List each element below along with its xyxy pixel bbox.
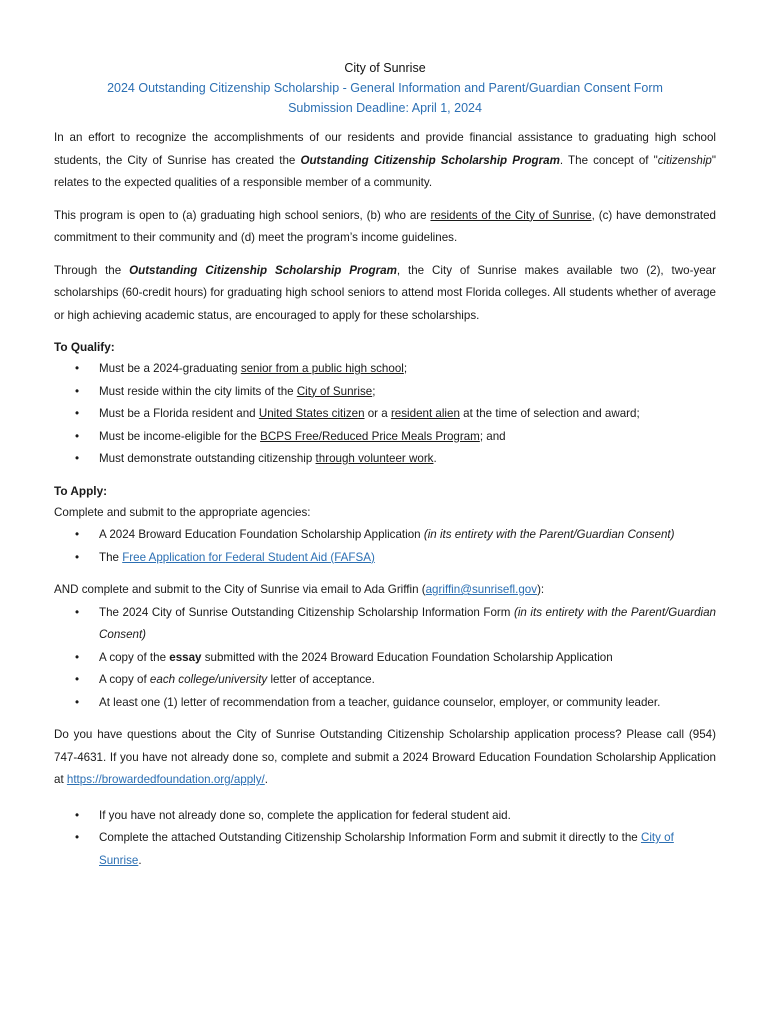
underlined-term: United States citizen <box>258 407 365 420</box>
city-submission-list <box>54 602 716 715</box>
intro-p1-text-c: " relates to the expected qualities of a responsible member of a community. <box>54 153 716 189</box>
bullet-icon: • <box>75 695 80 709</box>
item-text: A copy of <box>99 673 150 686</box>
email-instructions <box>54 579 716 602</box>
list-item <box>54 692 716 715</box>
bullet-icon: • <box>75 528 80 541</box>
item-text: . <box>138 853 142 867</box>
city-title: City of Sunrise <box>344 61 426 75</box>
bullet-icon: • <box>75 673 80 686</box>
bullet-icon: • <box>75 429 80 443</box>
list-item <box>54 381 716 404</box>
bullet-icon: • <box>75 605 80 619</box>
item-text: letter of acceptance. <box>267 673 375 686</box>
item-text: A 2024 Broward Education Foundation Scholarship Application <box>99 528 424 541</box>
item-text: Must reside within the city limits of the <box>99 384 297 398</box>
item-text: ; <box>403 362 408 375</box>
qualify-heading: To Qualify: <box>54 340 115 354</box>
bullet-icon: • <box>75 650 80 664</box>
item-text: At least one (1) letter of recommendation from a teacher, guidance counselor, employer, or community leader. <box>99 695 661 709</box>
intro-p2-text-b: , (c) have demonstrated commitment to their community and (d) meet the program’s income guidelines. <box>54 208 717 244</box>
item-text: A copy of the <box>99 650 170 664</box>
essay-term: essay <box>169 650 202 664</box>
list-item <box>54 448 716 471</box>
fafsa-link[interactable]: Free Application for Federal Student Aid (FAFSA) <box>122 550 375 564</box>
submission-deadline: Submission Deadline: April 1, 2024 <box>288 101 482 115</box>
item-note: each college/university <box>149 673 268 686</box>
bullet-icon: • <box>75 808 80 822</box>
apply-agencies-list <box>54 524 716 569</box>
bullet-icon: • <box>75 384 80 398</box>
item-text: ; and <box>479 429 506 443</box>
list-item <box>54 547 716 570</box>
form-title: 2024 Outstanding Citizenship Scholarship - General Information and Parent/Guardian Consent Form <box>107 81 663 95</box>
intro-p3-text-b: , the City of Sunrise makes available two (2), two-year scholarships (60-credit hours) for graduating high school seniors to attend most Florida colleges. All students whether of average or high achieving academic status, are encouraged to apply for these scholarships. <box>54 263 716 322</box>
intro-paragraph-1 <box>54 127 716 195</box>
apply-heading: To Apply: <box>54 483 108 498</box>
intro-paragraph-3 <box>54 260 716 328</box>
underlined-term: through volunteer work <box>315 452 434 465</box>
intro-paragraph-2 <box>54 205 716 250</box>
item-text: or a <box>364 407 391 420</box>
list-item <box>54 426 716 449</box>
questions-text: Do you have questions about the City of Sunrise Outstanding Citizenship Scholarship application process? Please call (954) 747-4631. If you have not already done so, complete and submit a 2024 Broward Education Foundation Scholarship Application at <box>54 728 716 786</box>
item-text: . <box>433 452 437 465</box>
item-text: ; <box>372 384 376 398</box>
questions-paragraph <box>54 724 716 792</box>
underlined-term: City of Sunrise <box>296 384 373 398</box>
underlined-term: BCPS Free/Reduced Price Meals Program <box>260 429 480 443</box>
list-item <box>54 403 716 426</box>
item-text: submitted with the 2024 Broward Education Foundation Scholarship Application <box>201 650 613 664</box>
item-text: If you have not already done so, complete the application for federal student aid. <box>99 808 511 822</box>
item-text: Must be income-eligible for the <box>99 429 261 443</box>
list-item <box>54 647 716 670</box>
intro-p1-text-a: In an effort to recognize the accomplishments of our residents and provide financial assistance to graduating high school students, the City of Sunrise has created the <box>54 131 716 167</box>
list-item <box>54 805 716 828</box>
document-header <box>54 58 716 118</box>
program-name: Outstanding Citizenship Scholarship Program <box>300 153 560 167</box>
apply-intro: Complete and submit to the appropriate agencies: <box>54 505 311 519</box>
document-body <box>54 58 716 872</box>
bullet-icon: • <box>75 407 80 420</box>
qualify-list <box>54 358 716 471</box>
email-link[interactable]: agriffin@sunrisefl.gov <box>425 583 538 596</box>
intro-p3-text-a: Through the <box>54 263 130 277</box>
item-text: The <box>99 550 123 564</box>
item-text: at the time of selection and award; <box>459 407 640 420</box>
bullet-icon: • <box>75 831 80 844</box>
list-item <box>54 602 716 647</box>
list-item <box>54 669 716 692</box>
bullet-icon: • <box>75 452 80 465</box>
bullet-icon: • <box>75 362 80 375</box>
item-text: Must be a Florida resident and <box>99 407 259 420</box>
underlined-term: resident alien <box>390 407 460 420</box>
item-text: The 2024 City of Sunrise Outstanding Citizenship Scholarship Information Form <box>99 605 514 619</box>
email-text-a: AND complete and submit to the City of Sunrise via email to Ada Griffin ( <box>54 583 426 596</box>
item-note: (in its entirety with the Parent/Guardian Consent) <box>99 605 716 641</box>
underlined-term: senior from a public high school <box>240 362 404 375</box>
item-text: Must be a 2024-graduating <box>99 362 241 375</box>
intro-p2-text-a: This program is open to (a) graduating high school seniors, (b) who are <box>54 208 431 222</box>
program-name: Outstanding Citizenship Scholarship Program <box>129 263 397 277</box>
list-item <box>54 524 716 547</box>
questions-text-end: . <box>264 773 268 786</box>
residents-link[interactable]: residents of the City of Sunrise <box>430 208 592 222</box>
item-text: Must demonstrate outstanding citizenship <box>99 452 316 465</box>
citizenship-term: citizenship <box>657 153 712 167</box>
email-text-b: ): <box>537 583 545 596</box>
bullet-icon: • <box>75 550 80 564</box>
list-item <box>54 827 716 872</box>
broward-foundation-link[interactable]: https://browardedfoundation.org/apply/ <box>66 773 265 786</box>
final-steps-list <box>54 805 716 873</box>
intro-p1-text-b: . The concept of " <box>559 153 658 167</box>
item-note: (in its entirety with the Parent/Guardian Consent) <box>423 528 675 541</box>
list-item <box>54 358 716 381</box>
city-of-sunrise-link[interactable]: City of Sunrise <box>99 831 674 867</box>
item-text: Complete the attached Outstanding Citizenship Scholarship Information Form and submit it directly to the <box>99 831 641 844</box>
